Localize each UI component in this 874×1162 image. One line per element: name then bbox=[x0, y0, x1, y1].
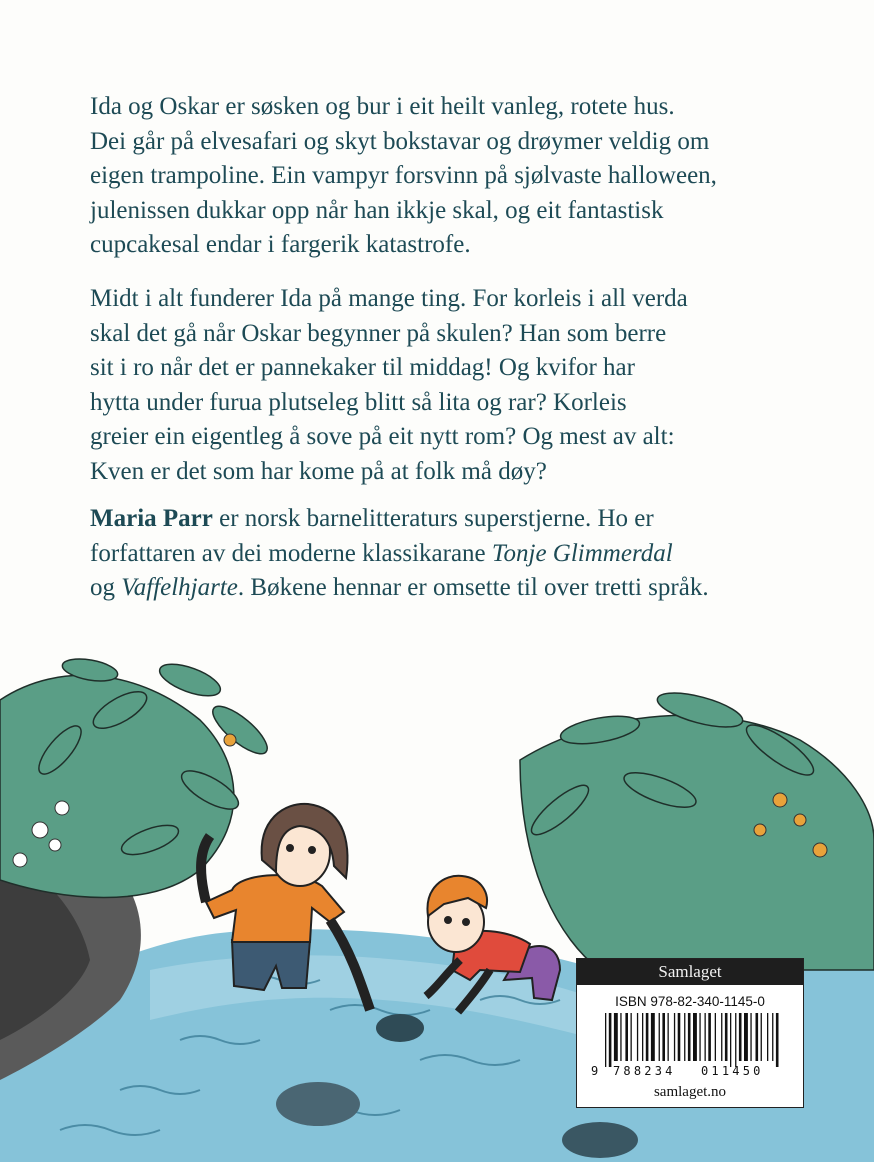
blurb-line: Kven er det som har kome på at folk må døy? bbox=[90, 457, 547, 485]
blurb-line: julenissen dukkar opp når han ikkje skal, og eit fantastisk bbox=[90, 196, 664, 224]
barcode-bar bbox=[739, 1013, 742, 1061]
publisher-website: samlaget.no bbox=[653, 1084, 727, 1100]
barcode-left-digits: 788234 bbox=[613, 1064, 676, 1077]
barcode-bar bbox=[620, 1013, 621, 1061]
barcode-bar bbox=[651, 1013, 655, 1061]
barcode-right-digits: 011450 bbox=[701, 1064, 764, 1077]
barcode-bar bbox=[637, 1013, 638, 1061]
barcode-bar bbox=[688, 1013, 691, 1061]
blurb-line: sit i ro når det er pannekaker til middag! Og kvifor har bbox=[90, 354, 635, 381]
barcode-bar bbox=[605, 1013, 606, 1067]
isbn-barcode-box bbox=[576, 958, 804, 1108]
barcode-bar bbox=[756, 1013, 759, 1061]
author-bio-line-3 bbox=[90, 571, 810, 606]
barcode-bars bbox=[605, 1013, 779, 1067]
barcode-bar bbox=[699, 1013, 700, 1061]
barcode-bar bbox=[625, 1013, 628, 1061]
barcode-bar bbox=[750, 1013, 751, 1061]
blurb-paragraph-2 bbox=[90, 282, 810, 489]
bio-text: er norsk barnelitteraturs superstjerne. Ho er bbox=[212, 505, 654, 532]
barcode-bar bbox=[646, 1013, 649, 1061]
barcode-bar bbox=[614, 1013, 618, 1061]
blurb-line: Midt i alt funderer Ida på mange ting. For korleis i all verda bbox=[90, 285, 688, 312]
author-bio-line-2 bbox=[90, 537, 810, 572]
blurb-line: greier ein eigentleg å sove på eit nytt rom? Og mest av alt: bbox=[90, 423, 675, 450]
barcode-bar bbox=[609, 1013, 612, 1067]
barcode-bar bbox=[772, 1013, 773, 1061]
bio-text: . Bøkene hennar er omsette til over tretti språk. bbox=[237, 574, 709, 601]
blurb-line: cupcakesal endar i fargerik katastrofe. bbox=[90, 231, 471, 258]
barcode-bar bbox=[674, 1013, 675, 1061]
barcode-bar bbox=[776, 1013, 779, 1067]
book-title-tonje-glimmerdal: Tonje Glimmerdal bbox=[491, 539, 673, 567]
barcode-bar bbox=[659, 1013, 660, 1061]
blurb-line: hytta under furua plutseleg blitt så lita og rar? Korleis bbox=[90, 388, 627, 416]
barcode-bar bbox=[678, 1013, 681, 1061]
author-bio-line-1 bbox=[90, 502, 810, 537]
barcode-bar bbox=[708, 1013, 711, 1061]
barcode-bar bbox=[642, 1013, 643, 1061]
girl-arm-raised bbox=[201, 836, 210, 902]
blurb-line: Ida og Oskar er søsken og bur i eit heilt vanleg, rotete hus. bbox=[90, 93, 675, 120]
river-stone bbox=[276, 1082, 360, 1126]
barcode-bar bbox=[631, 1013, 632, 1061]
isbn-number: ISBN 978-82-340-1145-0 bbox=[615, 994, 765, 1009]
barcode-bar bbox=[730, 1013, 731, 1067]
barcode-bar bbox=[735, 1013, 736, 1067]
left-foliage bbox=[0, 655, 274, 897]
barcode-bar bbox=[744, 1013, 748, 1061]
blurb-line: skal det gå når Oskar begynner på skulen? Han som berre bbox=[90, 319, 667, 347]
blurb-line: eigen trampoline. Ein vampyr forsvinn på sjølvaste halloween, bbox=[90, 162, 717, 189]
right-foliage bbox=[520, 686, 874, 970]
river-stone bbox=[376, 1014, 424, 1042]
barcode-graphic bbox=[585, 1013, 795, 1077]
bio-text: og bbox=[90, 574, 122, 601]
book-title-vaffelhjarte: Vaffelhjarte bbox=[121, 574, 238, 601]
publisher-name: Samlaget bbox=[577, 959, 803, 985]
bio-text: forfattaren av dei moderne klassikarane bbox=[90, 539, 492, 567]
barcode-bar bbox=[662, 1013, 665, 1061]
barcode-bar bbox=[761, 1013, 762, 1061]
river-stone bbox=[562, 1122, 638, 1158]
barcode-first-digit: 9 bbox=[591, 1064, 599, 1077]
author-bio bbox=[90, 502, 810, 606]
barcode-bar bbox=[767, 1013, 768, 1061]
barcode-bar bbox=[684, 1013, 685, 1061]
blurb-line: Dei går på elvesafari og skyt bokstavar og drøymer veldig om bbox=[90, 127, 710, 155]
barcode-bar bbox=[725, 1013, 728, 1061]
blurb-paragraph-1 bbox=[90, 90, 810, 263]
barcode-bar bbox=[715, 1013, 716, 1061]
author-name: Maria Parr bbox=[90, 505, 213, 532]
barcode-bar bbox=[721, 1013, 722, 1061]
barcode-bar bbox=[705, 1013, 706, 1061]
barcode-bar bbox=[693, 1013, 697, 1061]
barcode-bar bbox=[668, 1013, 669, 1061]
